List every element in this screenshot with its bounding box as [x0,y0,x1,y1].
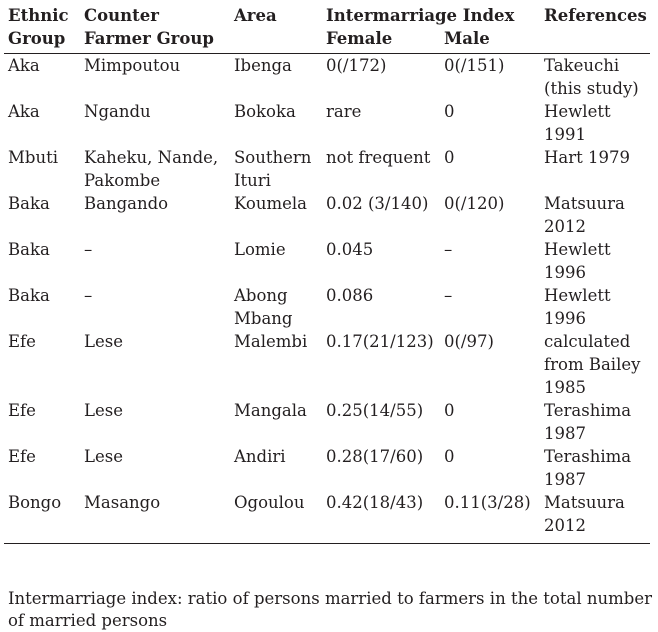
cell-ethnic-group: Aka [8,56,40,75]
cell-counter-farmer-group: Lese [84,332,123,351]
cell-ethnic-group: Baka [8,240,50,259]
cell-ethnic-group: Efe [8,332,36,351]
table-row [4,330,650,399]
cell-female-index: 0.28(17/60) [326,447,424,466]
table-row [4,238,650,284]
cell-male-index: 0(/97) [444,332,494,351]
cell-female-index: not frequent [326,148,431,167]
cell-ethnic-group: Efe [8,447,36,466]
intermarriage-table [4,0,650,544]
cell-counter-farmer-group: – [84,286,93,305]
cell-ethnic-group: Bongo [8,493,62,512]
cell-female-index: 0.42(18/43) [326,493,424,512]
cell-area: Ibenga [234,56,292,75]
cell-area: Mangala [234,401,307,420]
cell-female-index: 0.086 [326,286,374,305]
header-area: Area [234,6,277,25]
header-female: Female [326,29,393,48]
header-counter-farmer-group: Counter Farmer Group [84,6,214,48]
cell-reference: Hewlett 1996 [544,286,611,328]
table-row [4,399,650,445]
cell-male-index: 0 [444,102,455,121]
cell-reference: calculated from Bailey 1985 [544,332,641,397]
header-references: References [544,6,647,25]
cell-female-index: 0.02 (3/140) [326,194,429,213]
cell-counter-farmer-group: Bangando [84,194,169,213]
cell-male-index: – [444,286,453,305]
cell-reference: Terashima 1987 [544,447,632,489]
table-row [4,491,650,544]
cell-reference: Matsuura 2012 [544,194,625,236]
table-footnote: Intermarriage index: ratio of persons married to farmers in the total number of married persons [8,589,652,630]
cell-counter-farmer-group: Lese [84,447,123,466]
cell-area: Lomie [234,240,286,259]
cell-area: Abong Mbang [234,286,293,328]
cell-reference: Hewlett 1996 [544,240,611,282]
table-row [4,146,650,192]
cell-reference: Terashima 1987 [544,401,632,443]
cell-male-index: 0 [444,148,455,167]
header-ethnic-group: Ethnic Group [8,6,69,48]
cell-male-index: 0(/151) [444,56,505,75]
table-body [4,54,650,544]
cell-ethnic-group: Baka [8,286,50,305]
header-male: Male [444,29,490,48]
header-intermarriage-index: Intermarriage Index [326,6,515,25]
cell-ethnic-group: Aka [8,102,40,121]
cell-ethnic-group: Mbuti [8,148,58,167]
cell-area: Malembi [234,332,308,351]
cell-male-index: 0 [444,447,455,466]
table-row [4,100,650,146]
table-row [4,284,650,330]
cell-area: Koumela [234,194,307,213]
cell-female-index: 0.045 [326,240,374,259]
cell-female-index: 0.17(21/123) [326,332,434,351]
table-row [4,445,650,491]
cell-area: Bokoka [234,102,296,121]
cell-ethnic-group: Efe [8,401,36,420]
cell-area: Ogoulou [234,493,305,512]
cell-reference: Takeuchi (this study) [544,56,639,98]
cell-female-index: rare [326,102,362,121]
table-row [4,54,650,101]
cell-counter-farmer-group: Masango [84,493,161,512]
cell-counter-farmer-group: – [84,240,93,259]
cell-counter-farmer-group: Kaheku, Nande, Pakombe [84,148,219,190]
cell-female-index: 0.25(14/55) [326,401,424,420]
cell-area: Andiri [234,447,286,466]
cell-male-index: 0.11(3/28) [444,493,531,512]
cell-reference: Hart 1979 [544,148,630,167]
cell-counter-farmer-group: Mimpoutou [84,56,181,75]
cell-counter-farmer-group: Ngandu [84,102,151,121]
cell-male-index: – [444,240,453,259]
cell-counter-farmer-group: Lese [84,401,123,420]
cell-female-index: 0(/172) [326,56,387,75]
cell-reference: Matsuura 2012 [544,493,625,535]
cell-male-index: 0 [444,401,455,420]
cell-reference: Hewlett 1991 [544,102,611,144]
cell-male-index: 0(/120) [444,194,505,213]
table-header [4,0,650,54]
cell-ethnic-group: Baka [8,194,50,213]
cell-area: Southern Ituri [234,148,312,190]
table-row [4,192,650,238]
